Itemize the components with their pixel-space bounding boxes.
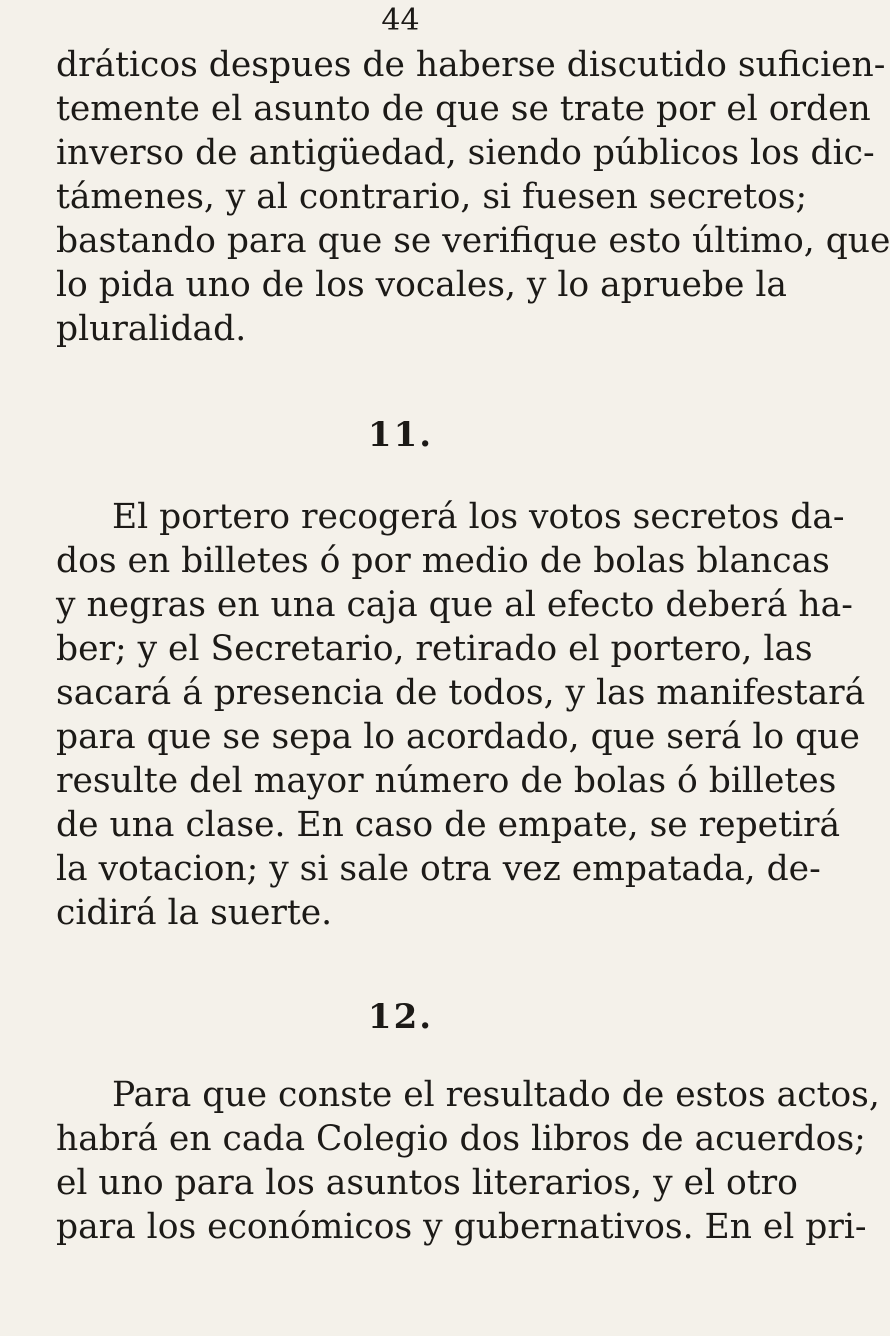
section-heading: 12. xyxy=(367,997,434,1037)
paragraph-line: támenes, y al contrario, si fuesen secretos; xyxy=(56,177,808,217)
paragraph-line: temente el asunto de que se trate por el orden xyxy=(56,89,871,129)
paragraph-line: resulte del mayor número de bolas ó billetes xyxy=(56,761,837,801)
paragraph-line: dráticos despues de haberse discutido suficien- xyxy=(56,45,886,85)
paragraph-line: y negras en una caja que al efecto deberá ha- xyxy=(56,585,853,625)
paragraph-line: dos en billetes ó por medio de bolas blancas xyxy=(56,541,830,581)
paragraph-line: para los económicos y gubernativos. En el pri- xyxy=(56,1207,867,1247)
paragraph-line: la votacion; y si sale otra vez empatada, de- xyxy=(56,849,821,889)
section-heading: 11. xyxy=(367,415,434,455)
paragraph-line: pluralidad. xyxy=(56,309,247,349)
paragraph-line: Para que conste el resultado de estos actos, xyxy=(112,1075,880,1115)
paragraph-line: ber; y el Secretario, retirado el portero, las xyxy=(56,629,813,669)
paragraph-line: de una clase. En caso de empate, se repetirá xyxy=(56,805,841,845)
paragraph-line: para que se sepa lo acordado, que será lo que xyxy=(56,717,860,757)
paragraph-line: sacará á presencia de todos, y las manifestará xyxy=(56,673,866,713)
paragraph-line: inverso de antigüedad, siendo públicos los dic- xyxy=(56,133,875,173)
paragraph-line: el uno para los asuntos literarios, y el otro xyxy=(56,1163,798,1203)
paragraph-line: El portero recogerá los votos secretos da- xyxy=(112,497,845,537)
paragraph-line: cidirá la suerte. xyxy=(56,893,333,933)
paragraph-line: bastando para que se verifique esto último, que xyxy=(56,221,890,261)
paragraph-line: lo pida uno de los vocales, y lo apruebe la xyxy=(56,265,787,305)
page-number: 44 xyxy=(381,3,420,38)
paragraph-line: habrá en cada Colegio dos libros de acuerdos; xyxy=(56,1119,866,1159)
